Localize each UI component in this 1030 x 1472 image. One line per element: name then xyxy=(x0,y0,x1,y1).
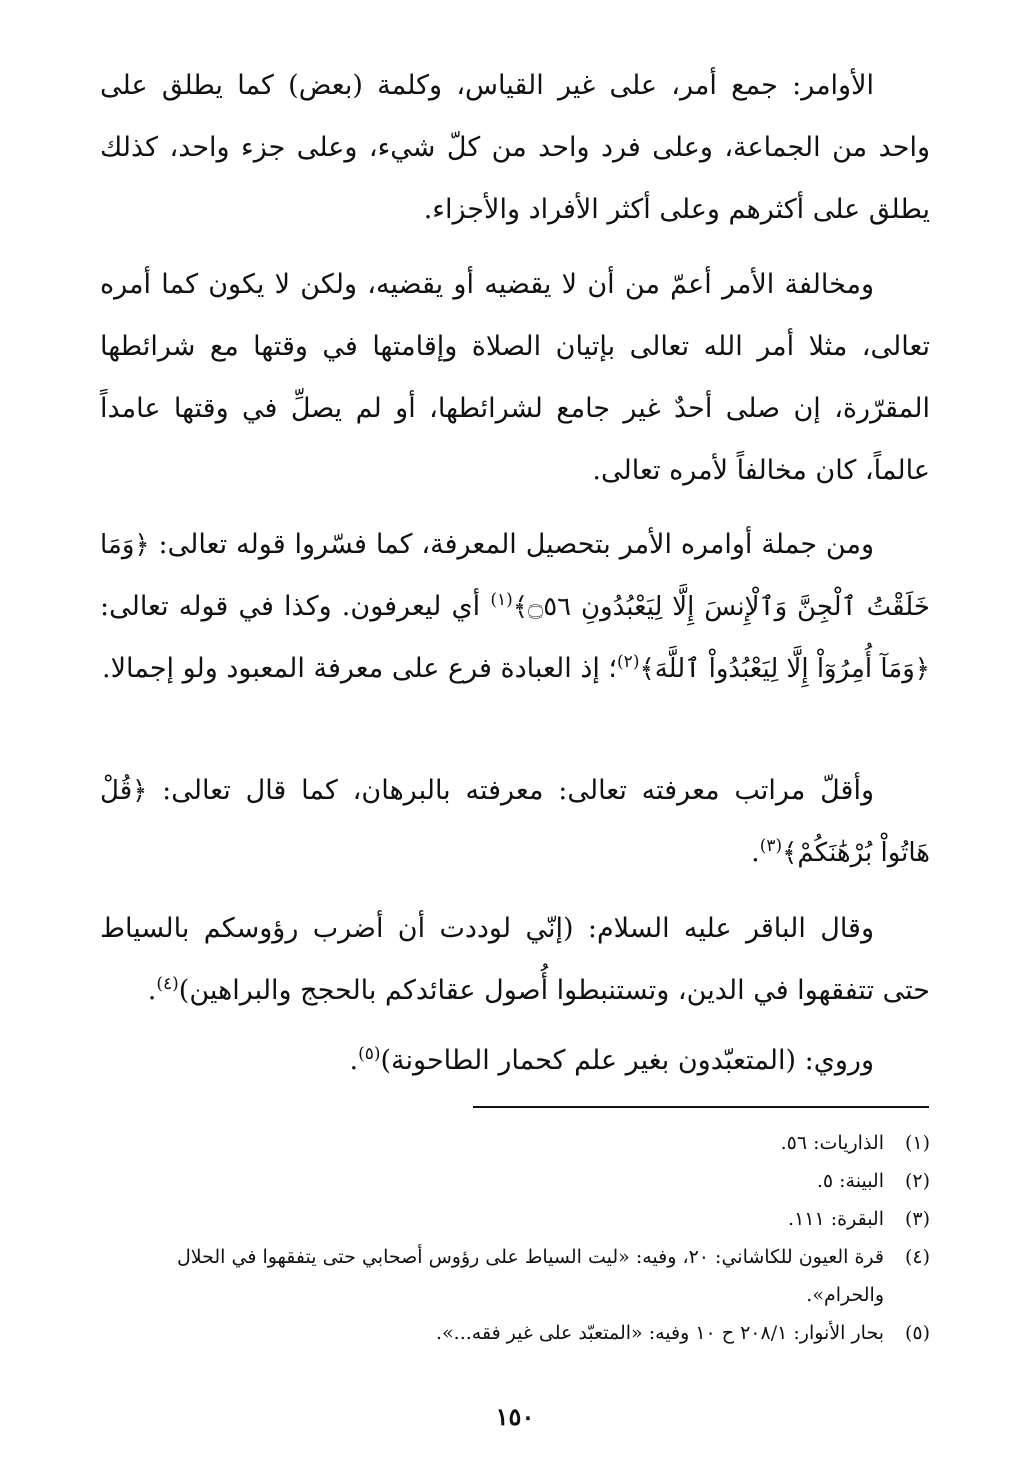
paragraph-text: ومن جملة أوامره الأمر بتحصيل المعرفة، كما فسّروا قوله تعالى: xyxy=(149,529,874,560)
footnote-item xyxy=(100,1200,930,1238)
footnotes-section xyxy=(100,1124,930,1352)
paragraph-baqir-quote xyxy=(100,898,930,1022)
footnote-item xyxy=(100,1124,930,1162)
quran-verse: ﴿وَمَا خَلَقْتُ ٱلْجِنَّ وَٱلْإِنسَ إِلَّا لِيَعْبُدُونِ ۝٥٦﴾ xyxy=(100,530,930,622)
footnote-item xyxy=(100,1162,930,1200)
paragraph-text: . xyxy=(147,975,157,1006)
paragraph-knowledge-command xyxy=(100,514,930,700)
page-number: ١٥٠ xyxy=(495,1402,535,1431)
footnote-text: بحار الأنوار: ٢٠٨/١ ح ١٠ وفيه: «المتعبّد على غير فقه...». xyxy=(435,1322,884,1344)
footnote-number: (١) xyxy=(904,1132,930,1154)
paragraph-text: . xyxy=(751,837,760,868)
paragraph-text: وروي: (المتعبّدون بغير علم كحمار الطاحونة) xyxy=(380,1045,874,1076)
paragraph-text: وقال الباقر عليه السلام: (إنّي لوددت أن أضرب رؤوسكم بالسياط حتى تتفقهوا في الدين، وتستنبطوا أُصول عقائدكم بالحجج والبراهين) xyxy=(100,913,930,1006)
footnote-text: قرة العيون للكاشاني: ٢٠، وفيه: «ليت السياط على رؤوس أصحابي حتى يتفقهوا في الحلال والحرام». xyxy=(176,1246,884,1306)
paragraph-text: ؛ إذ العبادة فرع على معرفة المعبود ولو إجمالا. xyxy=(102,653,618,684)
paragraph-knowledge-levels xyxy=(100,760,930,884)
paragraph-text: أي ليعرفون. وكذا في قوله تعالى: xyxy=(100,591,491,622)
paragraph-awamir-definition xyxy=(100,55,930,241)
footnote-reference: (٥) xyxy=(358,1044,381,1064)
footnote-number: (٣) xyxy=(904,1208,930,1230)
quran-verse: ﴿قُلْ هَاتُواْ بُرْهَٰنَكُمْ﴾ xyxy=(100,776,930,868)
footnote-number: (٥) xyxy=(904,1322,930,1344)
paragraph-narration xyxy=(100,1030,930,1092)
footnote-number: (٢) xyxy=(904,1170,930,1192)
paragraph-text: الأوامر: جمع أمر، على غير القياس، وكلمة (بعض) كما يطلق على واحد من الجماعة، وعلى فرد واحد من كلّ شيء، وعلى جزء واحد، كذلك يطلق على أكثرهم وعلى أكثر الأفراد والأجزاء. xyxy=(100,70,930,225)
footnote-item xyxy=(100,1238,930,1314)
footnote-item xyxy=(100,1314,930,1352)
footnote-divider xyxy=(473,1106,929,1108)
footnote-reference: (٢) xyxy=(617,652,640,672)
footnote-number: (٤) xyxy=(904,1246,930,1268)
footnote-reference: (٣) xyxy=(759,836,783,856)
footnote-reference: (١) xyxy=(490,590,513,610)
paragraph-command-violation xyxy=(100,254,930,502)
footnote-reference: (٤) xyxy=(156,974,179,994)
footnote-text: البقرة: ١١١. xyxy=(788,1208,884,1230)
paragraph-text: ومخالفة الأمر أعمّ من أن لا يقضيه أو يقضيه، ولكن لا يكون كما أمره تعالى، مثلا أمر الله تعالى بإتيان الصلاة وإقامتها في وقتها مع شرائطها المقرّرة، إن صلى أحدٌ غير جامع لشرائطها، أو لم يصلِّ في وقتها عامداً عالماً، كان مخالفاً لأمره تعالى. xyxy=(100,269,930,486)
quran-verse: ﴿وَمَآ أُمِرُوٓاْ إِلَّا لِيَعْبُدُواْ ٱللَّهَ﴾ xyxy=(639,654,930,684)
footnote-text: الذاريات: ٥٦. xyxy=(780,1132,884,1154)
paragraph-text: وأقلّ مراتب معرفته تعالى: معرفته بالبرهان، كما قال تعالى: xyxy=(147,775,874,806)
footnote-text: البينة: ٥. xyxy=(816,1170,884,1192)
paragraph-text: . xyxy=(349,1045,359,1076)
